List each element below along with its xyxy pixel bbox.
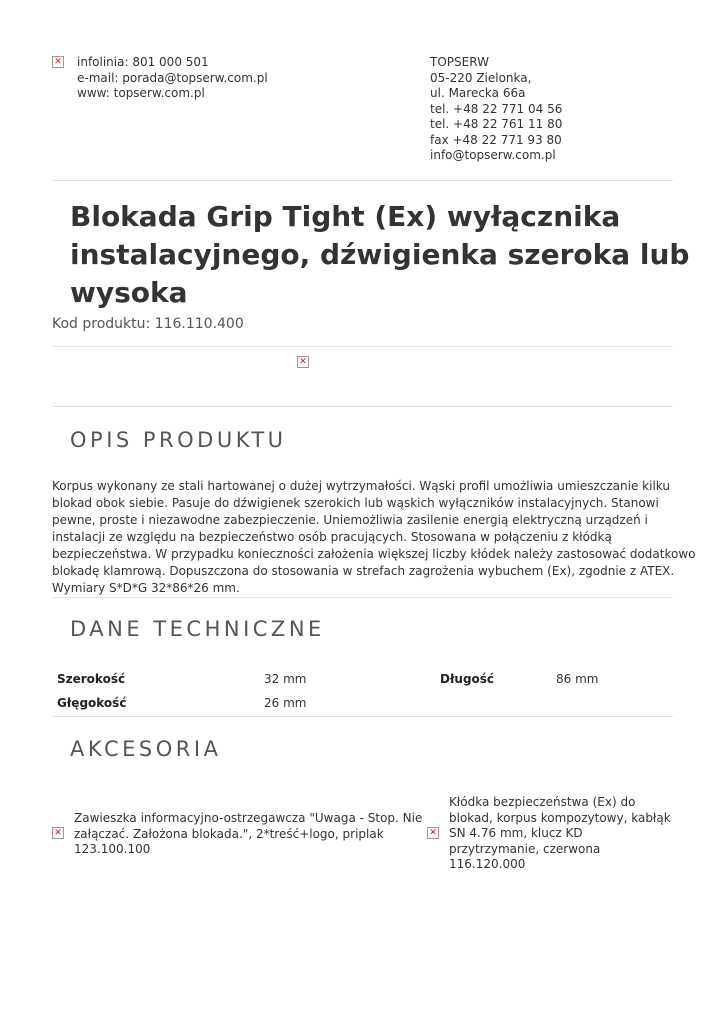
company-phone-1: tel. +48 22 771 04 56 xyxy=(430,101,563,116)
spec-label-length: Długość xyxy=(440,672,495,686)
company-fax: fax +48 22 771 93 80 xyxy=(430,132,562,147)
accessory-text-line: Kłódka bezpieczeństwa (Ex) do xyxy=(449,795,636,809)
spec-label-width: Szerokość xyxy=(57,672,126,686)
description-line-5: bezpieczeństwa. W przypadku konieczności założenia większej liczby kłódek należy zastosować dodatkowo xyxy=(52,547,696,561)
description-line-1: Korpus wykonany ze stali hartowanej o dużej wytrzymałości. Wąski profil umożliwia umieszczanie kilku xyxy=(52,479,670,493)
technical-heading: DANE TECHNICZNE xyxy=(70,617,325,641)
company-phone-2: tel. +48 22 761 11 80 xyxy=(430,117,563,131)
accessory-code: 123.100.100 xyxy=(74,842,151,856)
product-title-line-3: wysoka xyxy=(70,276,188,309)
accessory-image-broken-icon xyxy=(427,827,439,839)
company-email[interactable]: info@topserw.com.pl xyxy=(430,148,556,162)
accessory-image-broken-icon xyxy=(52,827,64,839)
accessory-text-line: załączać. Założona blokada.", 2*treść+logo, priplak xyxy=(74,826,384,841)
product-title-line-2: instalacyjnego, dźwigienka szeroka lub xyxy=(70,238,690,271)
description-line-7: Wymiary S*D*G 32*86*26 mm. xyxy=(52,581,240,595)
description-line-2: blokad obok siebie. Pasuje do dźwigienek szerokich lub wąskich wyłączników instalacyjnych. Stanowi xyxy=(52,496,659,510)
logo-image-broken-icon xyxy=(52,56,64,68)
contact-hotline: infolinia: 801 000 501 xyxy=(77,55,209,69)
spec-value-width: 32 mm xyxy=(264,672,307,686)
accessory-code: 116.120.000 xyxy=(449,857,526,871)
product-code: Kod produktu: 116.110.400 xyxy=(52,316,244,332)
description-divider xyxy=(52,597,673,598)
accessories-heading: AKCESORIA xyxy=(70,737,222,761)
product-image-broken-icon xyxy=(297,356,309,368)
technical-divider xyxy=(52,716,673,717)
accessory-text-line: Zawieszka informacyjno-ostrzegawcza "Uwaga - Stop. Nie xyxy=(74,811,423,825)
accessory-text-line: przytrzymanie, czerwona xyxy=(449,841,601,856)
contact-email[interactable]: e-mail: porada@topserw.com.pl xyxy=(77,70,268,85)
product-title-line-1: Blokada Grip Tight (Ex) wyłącznika xyxy=(70,200,621,233)
spec-label-depth: Głęgokość xyxy=(57,696,127,710)
description-line-6: blokadę klamrową. Dopuszczona do stosowania w strefach zagrożenia wybuchem (Ex), zgodnie z ATEX. xyxy=(52,564,675,578)
accessory-text-line: blokad, korpus kompozytowy, kabłąk xyxy=(449,810,671,825)
contact-website[interactable]: www: topserw.com.pl xyxy=(77,86,205,100)
spec-value-depth: 26 mm xyxy=(264,696,307,710)
company-city: 05-220 Zielonka, xyxy=(430,70,532,85)
company-street: ul. Marecka 66a xyxy=(430,86,526,100)
description-line-4: instalacji ze względu na bezpieczeństwo osób pracujących. Stosowana w połączeniu z kłódką xyxy=(52,530,612,544)
title-divider xyxy=(52,346,673,347)
image-divider xyxy=(52,406,673,407)
company-name: TOPSERW xyxy=(430,55,489,69)
spec-value-length: 86 mm xyxy=(556,672,599,686)
description-line-3: pewne, proste i niezawodne zabezpieczenie. Uniemożliwia zasilenie energią elektryczną urządzeń i xyxy=(52,513,648,527)
description-heading: OPIS PRODUKTU xyxy=(70,428,287,452)
accessory-text-line: SN 4.76 mm, klucz KD xyxy=(449,826,583,840)
header-divider xyxy=(52,180,673,181)
